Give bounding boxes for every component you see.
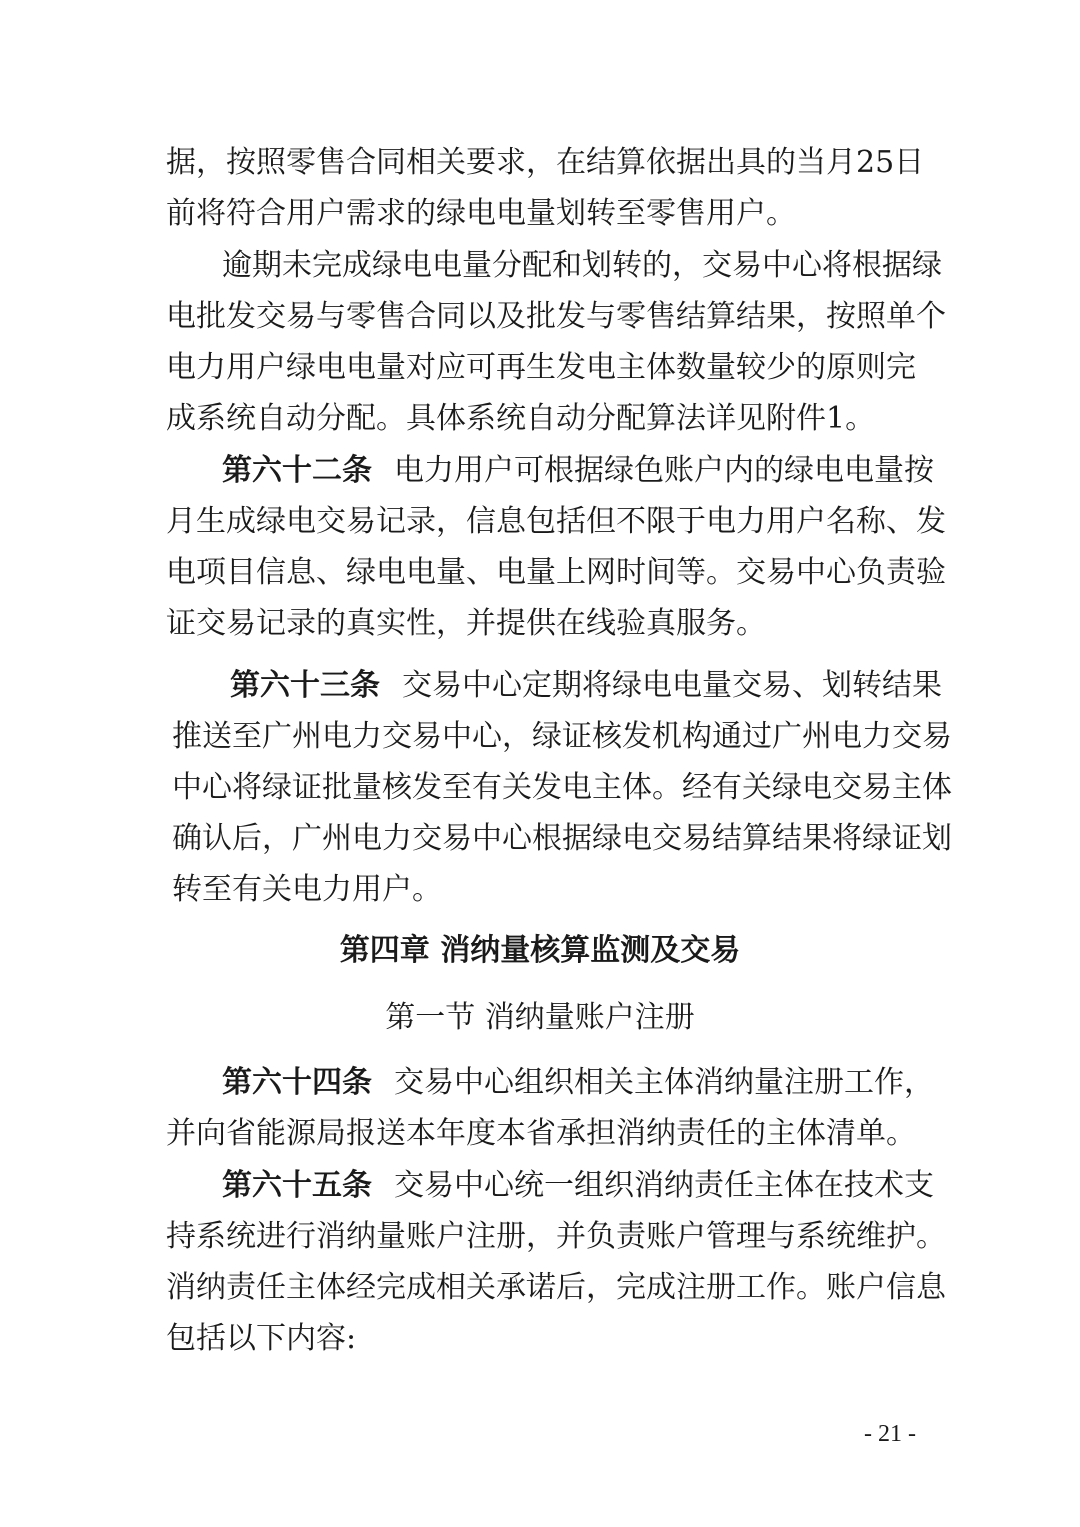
article-64-title: 第六十四条 <box>222 1065 372 1100</box>
paragraph-line: 月生成绿电交易记录，信息包括但不限于电力用户名称、发 <box>166 504 946 539</box>
chapter-heading: 第四章 消纳量核算监测及交易 <box>339 933 741 968</box>
paragraph-line: 持系统进行消纳量账户注册，并负责账户管理与系统维护。 <box>166 1219 946 1254</box>
paragraph-line: 包括以下内容: <box>166 1321 357 1356</box>
article-64-line <box>222 1063 934 1103</box>
paragraph-line: 推送至广州电力交易中心，绿证核发机构通过广州电力交易 <box>172 719 952 754</box>
paragraph-line: 电批发交易与零售合同以及批发与零售结算结果，按照单个 <box>166 299 946 334</box>
paragraph-line: 成系统自动分配。具体系统自动分配算法详见附件1。 <box>166 401 876 436</box>
paragraph-line: 逾期未完成绿电电量分配和划转的，交易中心将根据绿 <box>222 248 942 283</box>
article-63-text: 交易中心定期将绿电电量交易、划转结果 <box>402 668 942 703</box>
paragraph-line: 转至有关电力用户。 <box>172 872 442 907</box>
article-65-line <box>222 1166 934 1206</box>
paragraph-line: 电力用户绿电电量对应可再生发电主体数量较少的原则完 <box>166 350 916 385</box>
paragraph-line: 前将符合用户需求的绿电电量划转至零售用户。 <box>166 196 796 231</box>
article-62-line <box>222 451 934 491</box>
page-number: - 21 - <box>864 1421 916 1447</box>
article-65-text: 交易中心统一组织消纳责任主体在技术支 <box>394 1168 934 1203</box>
paragraph-line: 消纳责任主体经完成相关承诺后，完成注册工作。账户信息 <box>166 1270 946 1305</box>
section-heading: 第一节 消纳量账户注册 <box>385 1000 695 1035</box>
paragraph-line: 据，按照零售合同相关要求，在结算依据出具的当月25日 <box>166 145 925 180</box>
paragraph-line: 中心将绿证批量核发至有关发电主体。经有关绿电交易主体 <box>172 770 952 805</box>
article-65-title: 第六十五条 <box>222 1168 372 1203</box>
article-63-title: 第六十三条 <box>230 668 380 703</box>
article-63-line <box>230 666 942 706</box>
article-62-text: 电力用户可根据绿色账户内的绿电电量按 <box>394 453 934 488</box>
paragraph-line: 证交易记录的真实性，并提供在线验真服务。 <box>166 606 766 641</box>
paragraph-line: 并向省能源局报送本年度本省承担消纳责任的主体清单。 <box>166 1116 916 1151</box>
paragraph-line: 确认后，广州电力交易中心根据绿电交易结算结果将绿证划 <box>172 821 952 856</box>
article-64-text: 交易中心组织相关主体消纳量注册工作， <box>394 1065 934 1100</box>
article-62-title: 第六十二条 <box>222 453 372 488</box>
paragraph-line: 电项目信息、绿电电量、电量上网时间等。交易中心负责验 <box>166 555 946 590</box>
